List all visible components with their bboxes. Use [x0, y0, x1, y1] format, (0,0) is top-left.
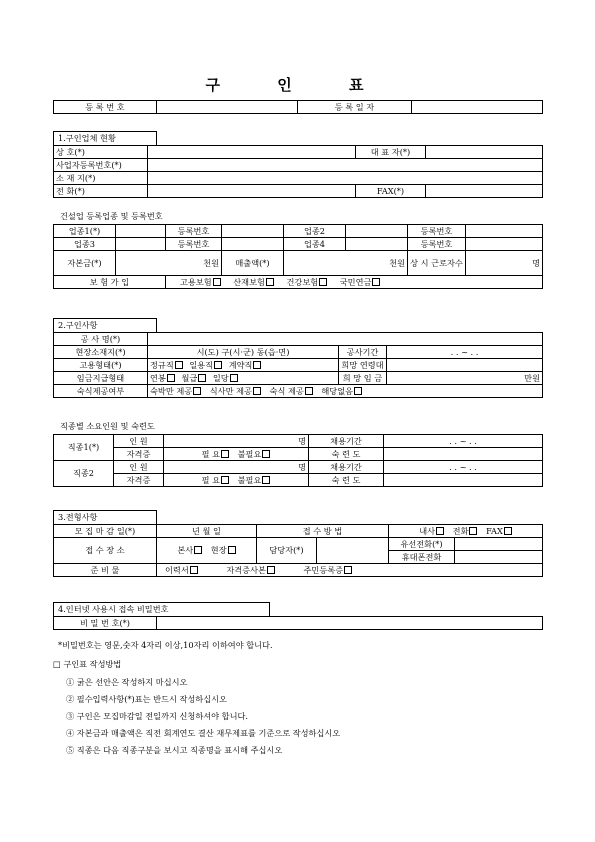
doc-cert-copy: 자격증사본	[226, 564, 266, 575]
lodging-sleep-checkbox[interactable]	[193, 387, 201, 395]
phone-label: 전 화(*)	[54, 185, 148, 198]
reg-no-label: 등 록 번 호	[54, 101, 157, 114]
job2-hire-period-label: 채용기간	[309, 461, 384, 474]
job-table	[53, 332, 543, 398]
lodging-meal-checkbox[interactable]	[253, 387, 261, 395]
method-visit: 내사	[419, 525, 436, 536]
pay-annual-checkbox[interactable]	[167, 374, 175, 382]
type4-field[interactable]	[346, 238, 408, 251]
password-field[interactable]	[157, 617, 543, 630]
ins-industrial: 산재보험	[233, 276, 265, 287]
biz-no-label: 사업자등록번호(*)	[54, 159, 148, 172]
period-label: 공사기간	[339, 346, 387, 359]
deadline-label: 모 집 마 감 일(*)	[54, 525, 157, 538]
place-site: 현장	[210, 545, 227, 555]
pay-annual: 연봉	[150, 372, 166, 383]
pay-monthly: 월급	[181, 372, 198, 383]
job2-cert-label: 자격증	[114, 474, 164, 487]
section2-header: 2.구인사항	[53, 318, 157, 332]
ins-health: 건강보험	[286, 276, 319, 287]
lodging-both-checkbox[interactable]	[305, 387, 313, 395]
registration-table	[53, 100, 543, 114]
job2-headcount-label: 인 원	[114, 461, 164, 474]
pay-monthly-checkbox[interactable]	[198, 374, 206, 382]
lodging-sleep: 숙박만 제공	[150, 385, 193, 396]
fax-field[interactable]	[426, 185, 543, 198]
job2-cert-noneed: 불필요	[237, 474, 262, 485]
page-title: 구 인 표	[205, 76, 390, 94]
mobile-label: 휴대폰전화	[389, 551, 455, 564]
guide-title: □ 구인표 작성방법	[53, 659, 122, 669]
section1-header: 1.구인업체 현황	[53, 131, 157, 145]
type2-field[interactable]	[346, 225, 408, 238]
type2-label: 업종2	[284, 225, 346, 238]
pay-daily: 일당	[212, 372, 229, 383]
job2-cert-need-checkbox[interactable]	[221, 476, 229, 484]
deadline-fill: 년 월 일	[157, 525, 257, 538]
screening-table	[53, 524, 543, 577]
job1-cert-noneed: 불필요	[237, 448, 262, 459]
lodging-options	[148, 385, 543, 398]
job2-cert-noneed-checkbox[interactable]	[262, 476, 270, 484]
password-table	[53, 616, 543, 630]
regno3-field[interactable]	[222, 238, 284, 251]
method-phone-checkbox[interactable]	[469, 527, 477, 535]
guide-item: ⑤ 직종은 다음 직종구분을 보시고 직종명을 표시해 주십시오	[66, 745, 283, 755]
pay-type-options	[148, 372, 339, 385]
age-label: 희망 연령대	[339, 359, 387, 372]
job2-headcount-unit: 명	[164, 461, 309, 474]
address-field[interactable]	[148, 172, 543, 185]
mobile-field[interactable]	[455, 551, 543, 564]
job1-cert-noneed-checkbox[interactable]	[262, 450, 270, 458]
trade-name-label: 상 호(*)	[54, 146, 148, 159]
section3-header: 3.전형사항	[53, 510, 157, 524]
type3-label: 업종3	[54, 238, 116, 251]
regno2-label: 등록번호	[408, 225, 466, 238]
section4-header: 4.인터넷 사용시 접속 비밀번호	[53, 602, 270, 616]
method-visit-checkbox[interactable]	[436, 527, 444, 535]
place-hq-checkbox[interactable]	[194, 546, 202, 554]
job2-cert-need: 필 요	[201, 474, 221, 485]
wage-unit: 만원	[387, 372, 543, 385]
reg-date-label: 등 록 일 자	[298, 101, 412, 114]
job1-cert-need: 필 요	[201, 448, 221, 459]
reg-date-field	[412, 101, 543, 114]
lodging-none-checkbox[interactable]	[354, 387, 362, 395]
regno2-field[interactable]	[466, 225, 543, 238]
doc-cert-copy-checkbox[interactable]	[267, 566, 275, 574]
docs-label: 준 비 물	[54, 564, 157, 577]
type1-field[interactable]	[116, 225, 166, 238]
wage-label: 희 망 임 금	[339, 372, 387, 385]
job2-hire-period-fill: . . ~ . .	[384, 461, 543, 474]
jobs-table	[53, 434, 543, 487]
guide-item: ① 굵은 선안은 작성하지 마십시오	[66, 677, 188, 687]
regno4-field[interactable]	[466, 238, 543, 251]
rep-field[interactable]	[426, 146, 543, 159]
ins-pension-checkbox[interactable]	[372, 278, 380, 286]
regno3-label: 등록번호	[166, 238, 222, 251]
emp-daily-checkbox[interactable]	[214, 361, 222, 369]
lodging-none: 해당없음	[321, 385, 354, 396]
regno4-label: 등록번호	[408, 238, 466, 251]
docs-options	[157, 564, 543, 577]
workers-unit: 명	[466, 251, 543, 276]
job2-skill-field[interactable]	[384, 474, 543, 487]
capital-unit: 천원	[116, 251, 222, 276]
method-phone: 전화	[452, 525, 469, 536]
job1-cert-label: 자격증	[114, 448, 164, 461]
doc-resume: 이력서	[165, 564, 189, 575]
lodging-label: 숙식제공여부	[54, 385, 148, 398]
ins-industrial-checkbox[interactable]	[266, 278, 274, 286]
project-label: 공 사 명(*)	[54, 333, 148, 346]
lodging-meal: 식사만 제공	[209, 385, 252, 396]
insurance-label: 보 험 가 입	[54, 276, 166, 289]
site-label: 현장소재지(*)	[54, 346, 148, 359]
phone-field[interactable]	[148, 185, 356, 198]
type3-field[interactable]	[116, 238, 166, 251]
period-fill: . . ~ . .	[387, 346, 543, 359]
emp-type-label: 고용형태(*)	[54, 359, 148, 372]
reg-no-field	[157, 101, 298, 114]
doc-resume-checkbox[interactable]	[190, 566, 198, 574]
rep-label: 대 표 자(*)	[356, 146, 426, 159]
method-fax-checkbox[interactable]	[504, 527, 512, 535]
biz-no-field[interactable]	[148, 159, 543, 172]
ins-employment-checkbox[interactable]	[213, 278, 221, 286]
emp-contract: 계약직	[228, 359, 253, 370]
sales-label: 매출액(*)	[222, 251, 284, 276]
emp-regular-checkbox[interactable]	[175, 361, 183, 369]
ins-health-checkbox[interactable]	[319, 278, 327, 286]
place-hq: 본사	[177, 545, 194, 555]
license-title: 건설업 등록업종 및 등록번호	[60, 211, 163, 221]
company-table	[53, 145, 543, 198]
method-label: 접 수 방 법	[257, 525, 389, 538]
pay-type-label: 임금지급형태	[54, 372, 148, 385]
ins-employment: 고용보험	[180, 276, 212, 287]
fax-label: FAX(*)	[356, 185, 426, 198]
guide-item: ③ 구인은 모집마감일 전일까지 신청하셔야 합니다.	[66, 711, 248, 721]
license-table	[53, 224, 543, 289]
job1-headcount-label: 인 원	[114, 435, 164, 448]
doc-id: 주민등록증	[303, 564, 344, 575]
job1-headcount-unit: 명	[164, 435, 309, 448]
job2-label: 직종2	[54, 461, 114, 487]
age-field[interactable]	[387, 359, 543, 372]
workers-label: 상 시 근로자수	[408, 251, 466, 276]
emp-type-options	[148, 359, 339, 372]
type4-label: 업종4	[284, 238, 346, 251]
guide-item: ④ 자본금과 매출액은 직전 회계연도 결산 재무제표를 기준으로 작성하십시오	[66, 728, 341, 738]
type1-label: 업종1(*)	[54, 225, 116, 238]
method-fax: FAX	[486, 525, 503, 536]
method-options	[389, 525, 543, 538]
jobs-title: 직종별 소요인원 및 숙련도	[60, 421, 155, 431]
job1-cert-options	[164, 448, 309, 461]
emp-regular: 정규직	[150, 359, 174, 370]
project-field[interactable]	[148, 333, 543, 346]
capital-label: 자본금(*)	[54, 251, 116, 276]
regno1-label: 등록번호	[166, 225, 222, 238]
regno1-field[interactable]	[222, 225, 284, 238]
guide-item: ② 필수입력사항(*)표는 반드시 작성하십시오	[66, 694, 227, 704]
password-label: 비 밀 번 호(*)	[54, 617, 157, 630]
job1-hire-period-label: 채용기간	[309, 435, 384, 448]
site-fill: 시(도) 구(시·군) 동(읍·면)	[148, 346, 339, 359]
insurance-options	[166, 276, 543, 289]
job1-hire-period-fill: . . ~ . .	[384, 435, 543, 448]
doc-id-checkbox[interactable]	[344, 566, 352, 574]
trade-name-field[interactable]	[148, 146, 356, 159]
address-label: 소 재 지(*)	[54, 172, 148, 185]
password-note: *비밀번호는 영문,숫자 4자리 이상,10자리 이하여야 합니다.	[58, 640, 273, 650]
job1-label: 직종1(*)	[54, 435, 114, 461]
job1-cert-need-checkbox[interactable]	[221, 450, 229, 458]
person-in-charge-field[interactable]	[317, 538, 389, 564]
job1-skill-label: 숙 련 도	[309, 448, 384, 461]
lodging-both: 숙식 제공	[269, 385, 304, 396]
landline-field[interactable]	[455, 538, 543, 551]
place-label: 접 수 장 소	[54, 538, 157, 564]
emp-contract-checkbox[interactable]	[253, 361, 261, 369]
ins-pension: 국민연금	[339, 276, 372, 287]
landline-label: 유선전화(*)	[389, 538, 455, 551]
sales-unit: 천원	[284, 251, 408, 276]
place-options	[157, 538, 257, 564]
job2-skill-label: 숙 련 도	[309, 474, 384, 487]
emp-daily: 일용직	[189, 359, 214, 370]
pay-daily-checkbox[interactable]	[230, 374, 238, 382]
person-in-charge-label: 담당자(*)	[257, 538, 317, 564]
job2-cert-options	[164, 474, 309, 487]
job1-skill-field[interactable]	[384, 448, 543, 461]
place-site-checkbox[interactable]	[228, 546, 236, 554]
